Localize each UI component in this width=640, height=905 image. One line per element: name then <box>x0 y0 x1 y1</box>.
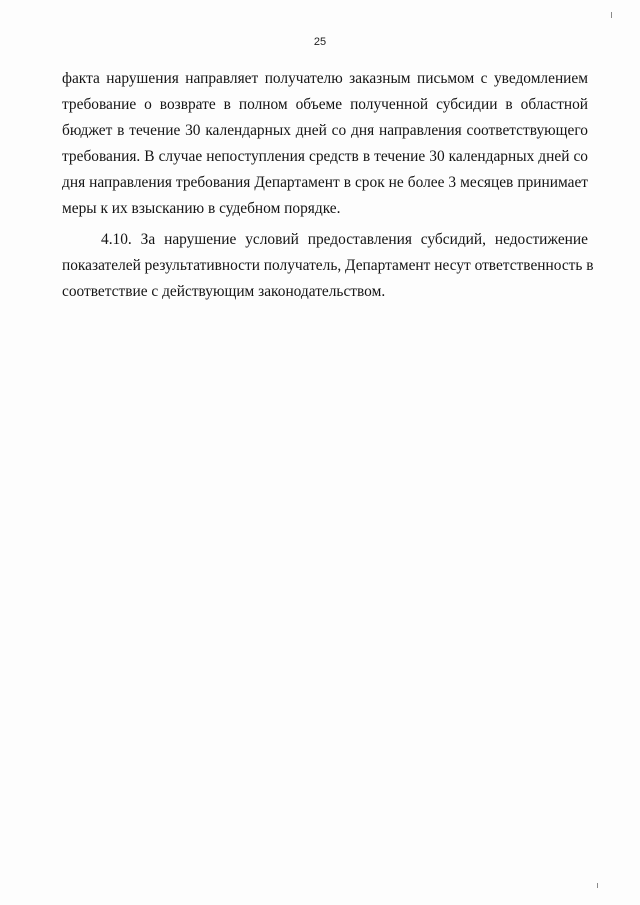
scan-artifact-mark <box>597 883 598 888</box>
paragraph-line: меры к их взысканию в судебном порядке. <box>62 200 341 217</box>
paragraph-line: 4.10. За нарушение условий предоставления субсидий, недостижение <box>101 231 588 248</box>
paragraph-line: дня направления требования Департамент в срок не более 3 месяцев принимает <box>62 174 588 191</box>
document-body <box>62 66 594 305</box>
paragraph-line: бюджет в течение 30 календарных дней со дня направления соответствующего <box>62 122 588 139</box>
paragraph-line: требование о возврате в полном объеме полученной субсидии в областной <box>62 96 588 113</box>
scan-artifact-mark <box>611 12 612 18</box>
paragraph-refund-demand <box>62 66 588 222</box>
page-number: 25 <box>313 36 327 48</box>
paragraph-line: факта нарушения направляет получателю заказным письмом с уведомлением <box>62 70 588 87</box>
paragraph-line: соответствие с действующим законодательством. <box>62 283 386 300</box>
paragraph-line: показателей результативности получатель, Департамент несут ответственность в <box>62 257 594 274</box>
paragraph-line: требования. В случае непоступления средств в течение 30 календарных дней со <box>62 148 588 165</box>
paragraph-4-10-liability <box>62 227 594 305</box>
